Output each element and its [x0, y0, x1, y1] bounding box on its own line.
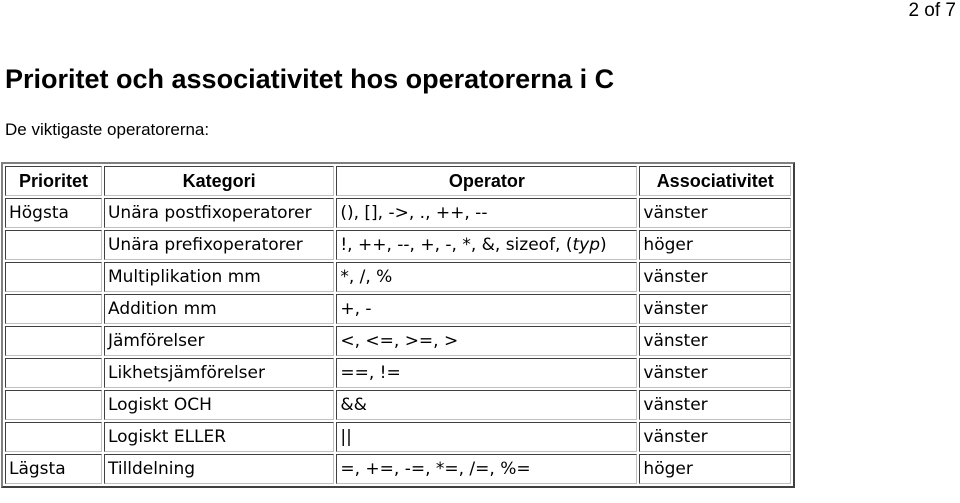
- priority-cell: Högsta: [5, 198, 102, 228]
- category-cell: Logiskt ELLER: [104, 422, 334, 452]
- category-cell: Unära prefixoperatorer: [104, 230, 334, 260]
- operator-text-end: ): [600, 235, 607, 255]
- category-cell: Multiplikation mm: [104, 262, 334, 292]
- priority-cell: [5, 326, 102, 356]
- table-row: [5, 262, 791, 292]
- table-row: [5, 230, 791, 260]
- category-cell: Logiskt OCH: [104, 390, 334, 420]
- header-prioritet: Prioritet: [5, 166, 102, 196]
- assoc-cell: vänster: [639, 262, 791, 292]
- priority-cell: [5, 230, 102, 260]
- priority-cell: [5, 358, 102, 388]
- header-kategori: Kategori: [104, 166, 334, 196]
- operator-cell: &&: [336, 390, 637, 420]
- table-row: [5, 422, 791, 452]
- operator-cell: ==, !=: [336, 358, 637, 388]
- priority-cell: Lägsta: [5, 454, 102, 484]
- category-cell: Unära postfixoperatorer: [104, 198, 334, 228]
- operator-cell: =, +=, -=, *=, /=, %=: [336, 454, 637, 484]
- operator-cell: <, <=, >=, >: [336, 326, 637, 356]
- category-cell: Addition mm: [104, 294, 334, 324]
- priority-cell: [5, 390, 102, 420]
- category-cell: Tilldelning: [104, 454, 334, 484]
- header-associativitet: Associativitet: [639, 166, 791, 196]
- table-header-row: [5, 166, 791, 196]
- operator-cell: ||: [336, 422, 637, 452]
- intro-text: De viktigaste operatorerna:: [5, 120, 210, 139]
- assoc-cell: vänster: [639, 326, 791, 356]
- table-row: [5, 326, 791, 356]
- category-cell: Jämförelser: [104, 326, 334, 356]
- assoc-cell: höger: [639, 230, 791, 260]
- page-title: Prioritet och associativitet hos operatorerna i C: [5, 64, 615, 94]
- table-row: [5, 294, 791, 324]
- assoc-cell: vänster: [639, 294, 791, 324]
- page-number: 2 of 7: [908, 0, 956, 21]
- assoc-cell: höger: [639, 454, 791, 484]
- priority-cell: [5, 422, 102, 452]
- priority-cell: [5, 262, 102, 292]
- table-row: [5, 454, 791, 484]
- table-row: [5, 358, 791, 388]
- operator-table: [1, 162, 795, 488]
- table-row: [5, 198, 791, 228]
- operator-italic-text: typ: [572, 235, 601, 255]
- assoc-cell: vänster: [639, 358, 791, 388]
- table-row: [5, 390, 791, 420]
- assoc-cell: vänster: [639, 198, 791, 228]
- header-operator: Operator: [336, 166, 637, 196]
- assoc-cell: vänster: [639, 422, 791, 452]
- operator-cell: (), [], ->, ., ++, --: [336, 198, 637, 228]
- operator-cell: *, /, %: [336, 262, 637, 292]
- category-cell: Likhetsjämförelser: [104, 358, 334, 388]
- operator-text: !, ++, --, +, -, *, &, sizeof, (: [340, 235, 573, 255]
- operator-cell: [336, 230, 637, 260]
- assoc-cell: vänster: [639, 390, 791, 420]
- priority-cell: [5, 294, 102, 324]
- operator-cell: +, -: [336, 294, 637, 324]
